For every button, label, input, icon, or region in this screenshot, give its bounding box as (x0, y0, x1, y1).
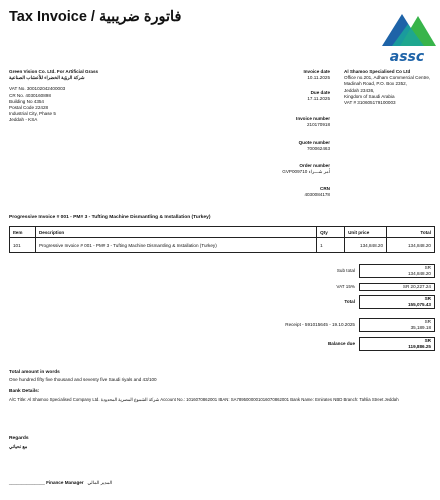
buyer-name: Al Shamoo Specialised Co Ltd (344, 69, 411, 74)
seller-name: Green Vision Co. Ltd. For Artificial Grass (9, 69, 99, 74)
balance-box: SR 119,886.25 (359, 337, 435, 351)
vat-value: SR 20,227.24 (359, 283, 435, 291)
buyer-address-2: Madinah Road, P.O. Box 2352, (344, 81, 407, 87)
logo-text: assc (389, 49, 425, 65)
receipt-value: 35,189.18 (410, 325, 431, 330)
buyer-address-3: Jeddah 23436, (344, 87, 375, 93)
header-description: Description (35, 227, 316, 238)
balance-label: Balance due (327, 341, 355, 346)
table-row (10, 238, 435, 253)
receipt-label: Receipt - 591015645 - 19.10.2025 (285, 322, 355, 327)
meta-crn: CRN 4030084178 (304, 186, 330, 198)
seller-vat: VAT No. 300102042400003 (9, 86, 66, 92)
seller-city: Jeddah - KSA (9, 117, 38, 123)
vat-label: VAT 15% (336, 284, 355, 289)
receipt-box: SR 35,189.18 (359, 318, 435, 332)
total-box: SR 155,075.43 (359, 295, 435, 309)
seller-name-ar: شركة الرؤية الخضراء للأعشاب الصناعية (9, 75, 85, 81)
seller-area: Industrial City, Phase 5 (9, 111, 56, 117)
bank-details-value: A/C Title: Al Shamoo Specialised Company Ltd. شركة الشموع المصرية المحدودة Account No.: 1016070862001 IBAN: SA7895000001016070862001 Bank Name: Emirates NBD Branch: Tahlia Street Jeddah (9, 397, 399, 402)
header-item: Item (10, 227, 36, 238)
document-title: Tax Invoice / فاتورة ضريبية (9, 9, 182, 25)
meta-quote-number: Quote number 700062463 (298, 140, 330, 152)
receipt-row (262, 318, 435, 332)
regards-label: Regards (9, 436, 29, 441)
buyer-block (344, 69, 440, 106)
amount-words-value: One hundred fifty five thousand and seventy five Saudi riyals and 43/100 (9, 377, 157, 382)
header-unit-price: Unit price (345, 227, 387, 238)
items-table (9, 226, 435, 253)
bank-details-label: Bank Details: (9, 389, 40, 394)
amount-words-label: Total amount in words (9, 370, 60, 375)
cell-qty: 1 (317, 238, 345, 253)
total-row (262, 295, 435, 309)
header-total: Total (387, 227, 435, 238)
buyer-vat: VAT # 310605179100003 (344, 100, 396, 106)
subtotal-label: Sub total (336, 268, 355, 273)
progressive-invoice-title: Progressive Invoice # 001 - PM# 3 - Tufting Machine Dismantling & Installation (Turkey) (9, 215, 211, 220)
cell-description: Progressive Invoice # 001 - PM# 3 - Tufting Machine Dismantling & Installation (Turkey) (35, 238, 316, 253)
total-label: Total (344, 299, 355, 304)
balance-row (262, 337, 435, 351)
meta-order-number: Order number GVP009710 أمر شـــراء (282, 163, 330, 175)
seller-postal: Postal Code 22428 (9, 105, 49, 111)
meta-due-date: Due date 17.11.2025 (307, 90, 330, 102)
total-value: 155,075.43 (408, 302, 431, 307)
vat-row (262, 283, 435, 291)
seller-building: Building No 4354 (9, 98, 44, 104)
signature-underline: ______________ (9, 480, 45, 485)
signature-title-ar: المدير المالي (87, 480, 113, 485)
cell-item: 101 (10, 238, 36, 253)
header-qty: Qty (317, 227, 345, 238)
items-header-row (10, 227, 435, 238)
seller-cr: CR No. 4030160898 (9, 92, 51, 98)
buyer-address-1: Office no.201, Adham Commercial Centre, (344, 75, 431, 81)
subtotal-value: 134,848.20 (408, 271, 431, 276)
buyer-country: Kingdom of Saudi Arabia (344, 93, 395, 99)
cell-total: 134,848.20 (387, 238, 435, 253)
meta-invoice-date: Invoice date 10.11.2025 (303, 69, 330, 81)
company-logo (378, 10, 436, 65)
regards-ar: مع تحياتي (9, 444, 28, 449)
signature-title: Finance Manager (46, 480, 84, 485)
balance-value: 119,886.25 (408, 344, 431, 349)
signature-line (9, 480, 112, 486)
cell-unit-price: 134,848.20 (345, 238, 387, 253)
meta-invoice-number: Invoice number 210170918 (296, 116, 330, 128)
subtotal-row (262, 264, 435, 278)
seller-block (9, 69, 179, 124)
subtotal-box: SR 134,848.20 (359, 264, 435, 278)
